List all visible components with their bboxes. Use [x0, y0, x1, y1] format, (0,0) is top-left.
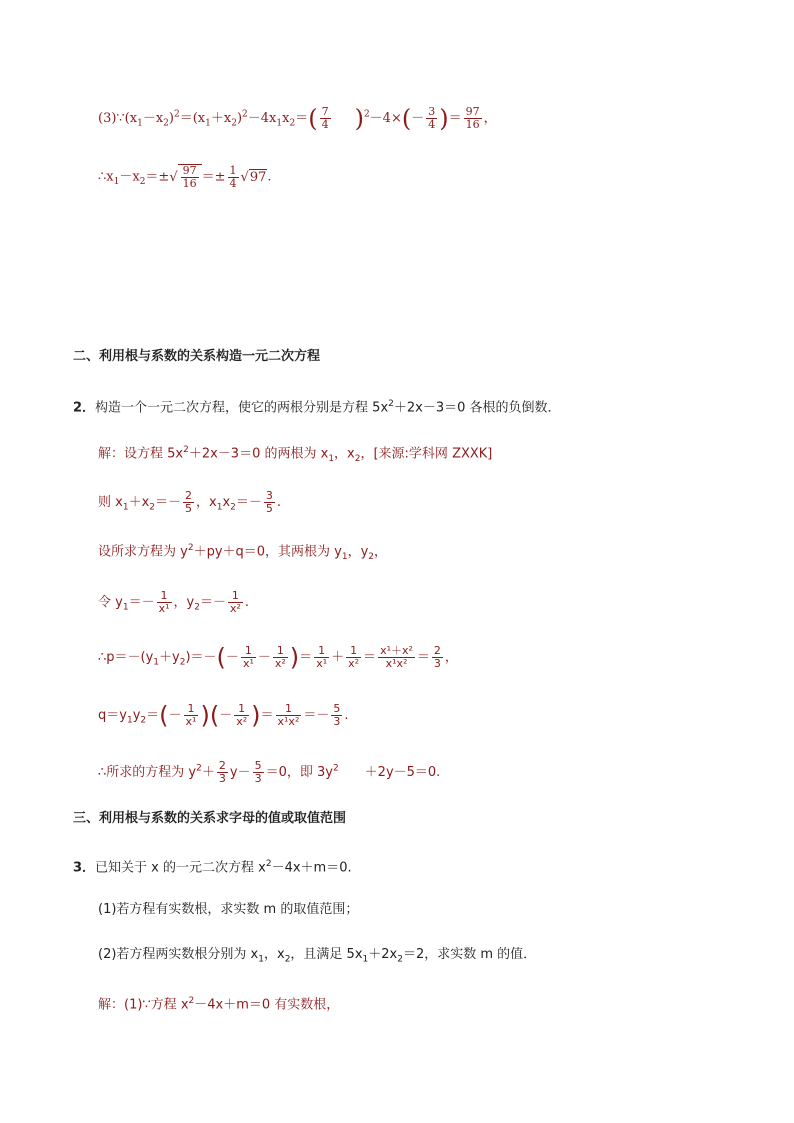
solution-line-3: 设所求方程为 $y^2+py+q=0$，其两根为 $y_1$，$y_2$，: [98, 543, 388, 562]
fraction: $\frac{7}{4}$: [321, 105, 329, 131]
solution-line-5: $\therefore p=-(y_1+y_2)=-(-$ $\frac{1}{\text{x¹}}$ － $\frac{1}{\text{x²}}$ )＝ $\frac{1}{\text{x¹}}$ ＋ $\frac{1}{\text{x²}}$ ＝ $\frac{\text{x¹＋x²}}{\text{x¹x²}}$ ＝ $\frac{2}{3}$ ，: [98, 643, 458, 672]
square-root: √ $\frac{97}{16}$: [169, 164, 201, 190]
solution-line-6: $q=y_1y_2=(-$ $\frac{1}{\text{x¹}}$ )(－ $\frac{1}{\text{x²}}$ )＝ $\frac{1}{\text{x¹x²}}$ ＝－ $\frac{5}{3}$ .: [98, 701, 349, 730]
solution-3-line-1: 解：(1)∵方程 $x^2-4x+m=0$ 有实数根，: [98, 996, 340, 1013]
solution-line-4: 令 $y_1=-$ $\frac{1}{\text{x¹}}$ ，$y_2=-$ $\frac{1}{\text{x²}}$ .: [98, 589, 250, 615]
question-2: 2．构造一个一元二次方程，使它的两根分别是方程 $5x^2+2x-3=0$ 各根的负倒数．: [73, 399, 561, 416]
solution-line-1: 解：设方程 $5x^2+2x-3=0$ 的两根为 $x_1$，$x_2$，[来源:学科网 ZXXK]: [98, 445, 493, 464]
section-heading-2: 二、利用根与系数的关系构造一元二次方程: [73, 349, 321, 364]
solution-line-7: ∴所求的方程为 $y^2+$ $\frac{2}{3}$ y－ $\frac{5}{3}$ ＝0，即 $3y^2 +2y-5=0$.: [98, 759, 441, 785]
fraction: $\frac{97}{16}$: [465, 105, 480, 131]
question-3: 3．已知关于 x 的一元二次方程 $x^2-4x+m=0$.: [73, 859, 352, 876]
fraction: $\frac{3}{4}$: [428, 105, 436, 131]
equation-line-3b: $\therefore x_1-x_2=\pm√$ $\frac{97}{16}$ ＝± $\frac{1}{4}$ √97.: [98, 163, 272, 190]
fraction: $\frac{1}{4}$: [229, 163, 237, 190]
question-3-part-1: (1)若方程有实数根，求实数 m 的取值范围；: [98, 902, 359, 917]
equation-line-3a: $(3)\because(x_1-x_2)^2=(x_1+x_2)^2-4x_1x_2=$( $\frac{7}{4}$ )$^2$－4×(－ $\frac{3}{4}$ )＝ $\frac{97}{16}$ ，: [98, 104, 497, 133]
question-3-part-2: (2)若方程两实数根分别为 $x_1$，$x_2$，且满足 $5x_1+2x_2=2$，求实数 m 的值．: [98, 947, 537, 965]
section-heading-3: 三、利用根与系数的关系求字母的值或取值范围: [73, 811, 347, 826]
solution-line-2: 则 $x_1+x_2=-$ $\frac{2}{5}$ ，$x_1x_2=-$ $\frac{3}{5}$ .: [98, 489, 282, 515]
